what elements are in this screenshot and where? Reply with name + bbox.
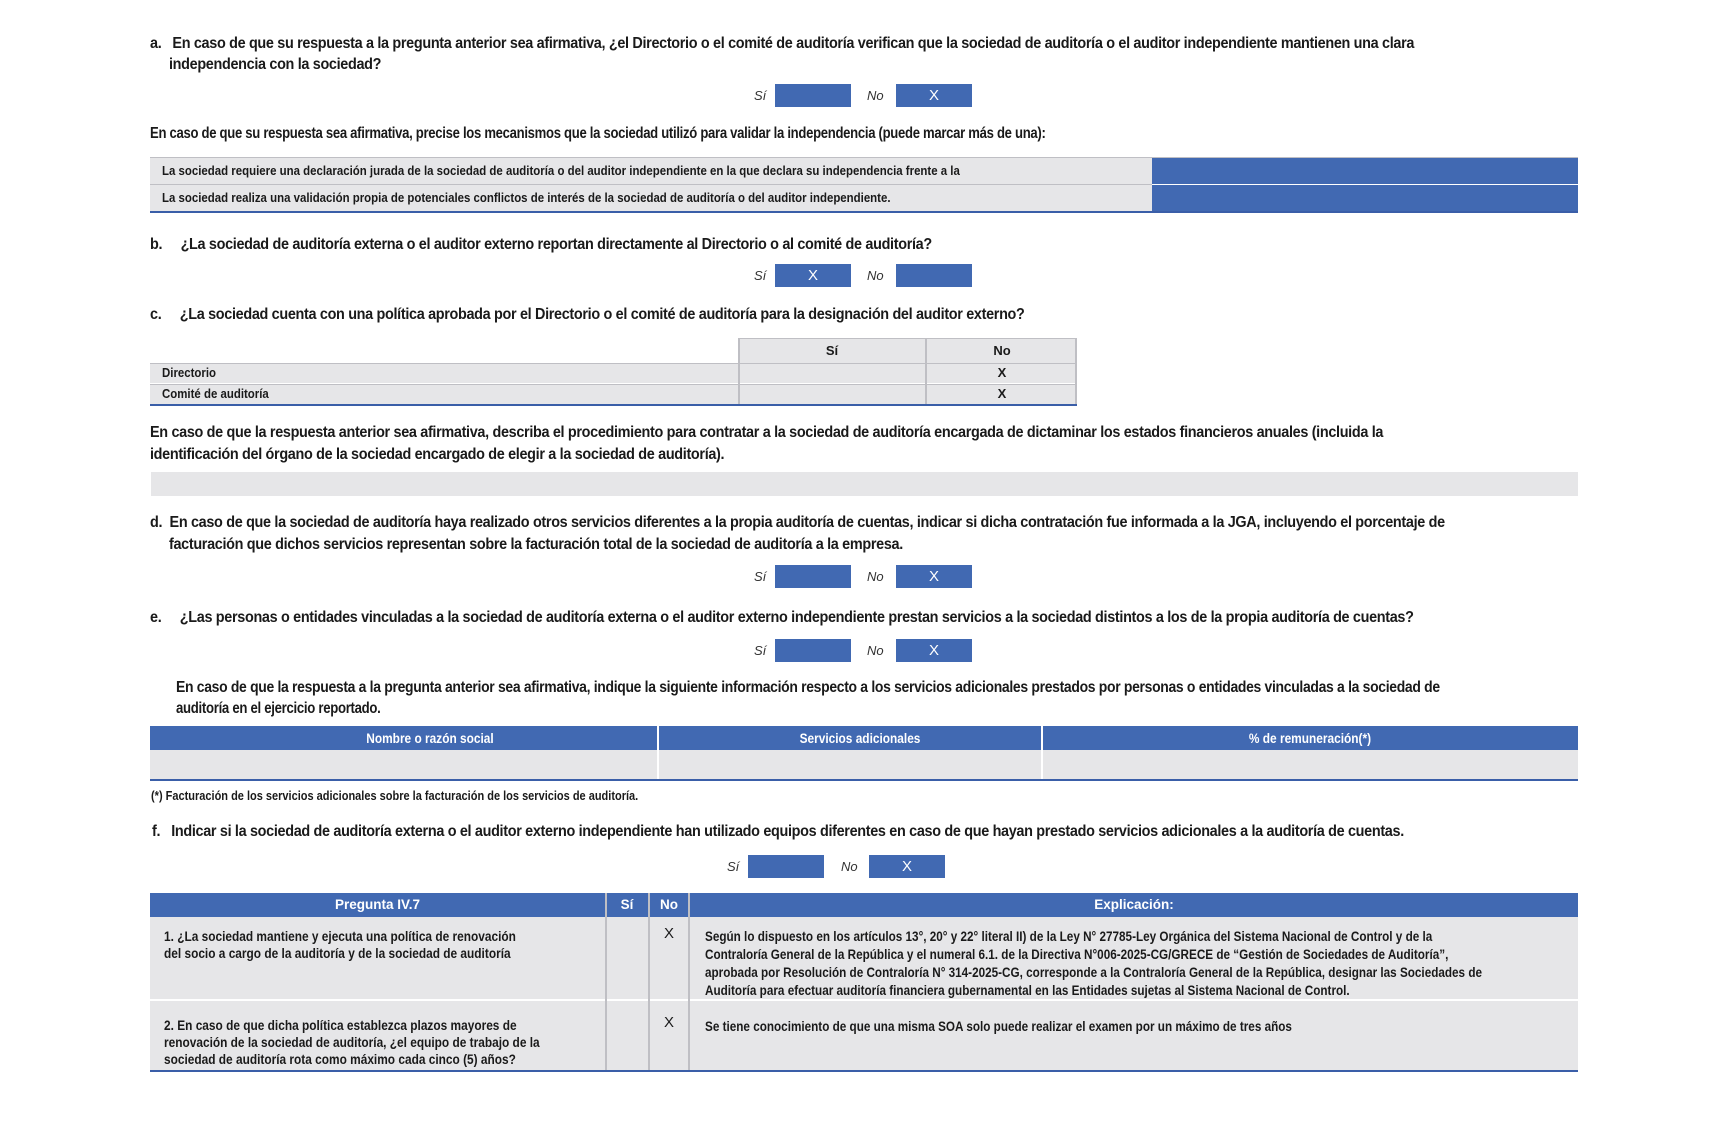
qd-no-label: No [867,569,884,584]
question-b-letter: b. [150,236,163,253]
iv7-row-1-q-line2: del socio a cargo de la auditoría y de la sociedad de auditoría [164,946,511,961]
iv7-row-1-exp-line4: Auditoría para efectuar auditoría financiera gubernamental en las Entidades sujetas al Sistema Nacional de Control. [705,983,1350,998]
qe-table-row[interactable] [150,750,1578,779]
qe-si-label: Sí [754,643,767,658]
qe-no-box[interactable]: X [896,639,972,662]
question-e-letter: e. [150,609,162,626]
mech-row-1-label: La sociedad requiere una declaración jurada de la sociedad de auditoría o del auditor independiente en la que declara su independencia frente a la [162,163,960,178]
question-e-text: ¿Las personas o entidades vinculadas a la sociedad de auditoría externa o el auditor externo independiente prestan servicios a la sociedad distintos a los de la propia auditoría de cuentas? [179,609,1414,626]
qc-vline-2 [925,338,927,404]
iv7-row-1-q-line1: 1. ¿La sociedad mantiene y ejecuta una política de renovación [164,929,516,944]
qa-no-label: No [867,88,884,103]
iv7-row-1-exp-line2: Contraloría General de la República y el numeral 6.1. de la Directiva N°006-2025-CG/GRECE de “Gestión de Sociedades de Auditoría”, [705,947,1449,962]
mech-row-1-check[interactable] [1152,158,1578,184]
mechanisms-table [150,157,1578,213]
qf-no-box[interactable]: X [869,855,945,878]
qc-follow-answer[interactable] [151,472,1578,496]
iv7-row-1-exp-line3: aprobada por Resolución de Contraloría N° 314-2025-CG, corresponde a la Contraloría General de la República, designar las Sociedades de [705,965,1483,980]
question-a-letter: a. [150,35,162,52]
qa-si-box[interactable] [775,84,851,107]
question-e [150,607,1414,629]
question-b [150,234,932,256]
iv7-row-1-question [164,928,516,962]
qb-si-box[interactable]: X [775,264,851,287]
iv7-row-2-exp-line1: Se tiene conocimiento de que una misma SOA solo puede realizar el examen por un máximo de tres años [705,1019,1292,1034]
qd-no-box[interactable]: X [896,565,972,588]
qc-row-directorio-label: Directorio [162,365,217,380]
question-f-text: Indicar si la sociedad de auditoría externa o el auditor externo independiente han utilizado equipos diferentes en caso de que hayan prestado servicios adicionales a la auditoría de cuentas. [171,823,1404,840]
iv7-header-explicacion: Explicación: [1094,897,1174,912]
qc-follow-line2: identificación del órgano de la sociedad encargado de elegir a la sociedad de auditoría). [150,446,725,463]
question-d [150,512,1445,534]
qc-header-si: Sí [825,343,839,358]
qb-no-label: No [867,268,884,283]
qf-si-label: Sí [727,859,740,874]
mech-bottom-line [150,211,1578,213]
qd-si-label: Sí [754,569,767,584]
qd-si-box[interactable] [775,565,851,588]
mech-row-2-check[interactable] [1152,185,1578,211]
qf-si-box[interactable] [748,855,824,878]
iv7-header-pregunta: Pregunta IV.7 [334,897,421,912]
question-c [150,304,1025,326]
question-b-text: ¿La sociedad de auditoría externa o el auditor externo reportan directamente al Directorio o al comité de auditoría? [180,236,932,253]
qe-si-box[interactable] [775,639,851,662]
qe-services-table [150,726,1578,782]
iv7-table [150,893,1578,1078]
qc-bottom-line [150,404,1077,406]
qb-si-label: Sí [754,268,767,283]
question-d-text-line1: En caso de que la sociedad de auditoría haya realizado otros servicios diferentes a la propia auditoría de cuentas, indicar si dicha contratación fue informada a la JGA, incluyendo el porcentaje de [169,514,1445,531]
iv7-header-no: No [660,897,678,912]
qe-vline-2 [1041,726,1043,779]
qc-table [150,338,1077,408]
question-a-text-line2: independencia con la sociedad? [169,56,382,73]
qe-header-servicios: Servicios adicionales [799,731,921,746]
iv7-vline-1 [605,893,607,1070]
mech-row-2-label: La sociedad realiza una validación propia de potenciales conflictos de interés de la sociedad de auditoría o del auditor independiente. [162,190,891,205]
iv7-bottom-line [150,1070,1578,1072]
qc-row-directorio-no[interactable]: X [997,365,1007,380]
qe-follow-line1: En caso de que la respuesta a la pregunta anterior sea afirmativa, indique la siguiente información respecto a los servicios adicionales prestados por personas o entidades vinculadas a la sociedad de [176,679,1440,696]
question-a [150,33,1414,55]
iv7-row-1-no[interactable]: X [663,925,674,942]
question-c-text: ¿La sociedad cuenta con una política aprobada por el Directorio o el comité de auditoría para la designación del auditor externo? [179,306,1025,323]
qe-bottom-line [150,779,1578,781]
iv7-vline-3 [688,893,690,1070]
qe-header-remuneracion: % de remuneración(*) [1248,731,1372,746]
question-c-letter: c. [150,306,162,323]
qf-no-label: No [841,859,858,874]
question-f-letter: f. [152,823,161,840]
iv7-row-2-q-line3: sociedad de auditoría rota como máximo cada cinco (5) años? [164,1052,516,1067]
qa-si-label: Sí [754,88,767,103]
qe-follow-line2: auditoría en el ejercicio reportado. [176,700,381,717]
qc-row-comite-no[interactable]: X [997,386,1007,401]
iv7-row-2-question [164,1017,540,1068]
qc-vline-1 [738,338,740,404]
qc-follow-line1: En caso de que la respuesta anterior sea afirmativa, describa el procedimiento para contratar a la sociedad de auditoría encargada de dictaminar los estados financieros anuales (incluida la [150,424,1384,441]
qc-row-comite-label: Comité de auditoría [162,386,269,401]
question-f [152,821,1404,843]
qa-no-box[interactable]: X [896,84,972,107]
qc-vline-3 [1075,338,1077,404]
qe-no-label: No [867,643,884,658]
qc-header-no: No [993,343,1011,358]
iv7-row-2-explanation [705,1018,1292,1036]
question-d-text-line2: facturación que dichos servicios representan sobre la facturación total de la sociedad de auditoría a la empresa. [169,536,903,553]
question-a-text-line1: En caso de que su respuesta a la pregunta anterior sea afirmativa, ¿el Directorio o el comité de auditoría verifican que la sociedad de auditoría o el auditor independiente mantienen una clara [172,35,1415,52]
mechanisms-intro: En caso de que su respuesta sea afirmativa, precise los mecanismos que la sociedad utilizó para validar la independencia (puede marcar más de una): [150,125,1046,142]
iv7-row-2-q-line2: renovación de la sociedad de auditoría, ¿el equipo de trabajo de la [164,1035,540,1050]
qb-no-box[interactable] [896,264,972,287]
iv7-vline-2 [648,893,650,1070]
iv7-row-2-no[interactable]: X [663,1014,674,1031]
qe-vline-1 [657,726,659,779]
iv7-row-2-q-line1: 2. En caso de que dicha política establezca plazos mayores de [164,1018,517,1033]
iv7-row-1-exp-line1: Según lo dispuesto en los artículos 13°, 20° y 22° literal II) de la Ley N° 27785-Ley Orgánica del Sistema Nacional de Control y de la [705,929,1433,944]
qe-footnote: (*) Facturación de los servicios adicionales sobre la facturación de los servicios de auditoría. [151,789,639,803]
iv7-header-si: Sí [620,897,634,912]
question-d-letter: d. [150,514,163,531]
iv7-row-1-explanation [705,928,1482,1000]
qe-header-nombre: Nombre o razón social [366,731,494,746]
